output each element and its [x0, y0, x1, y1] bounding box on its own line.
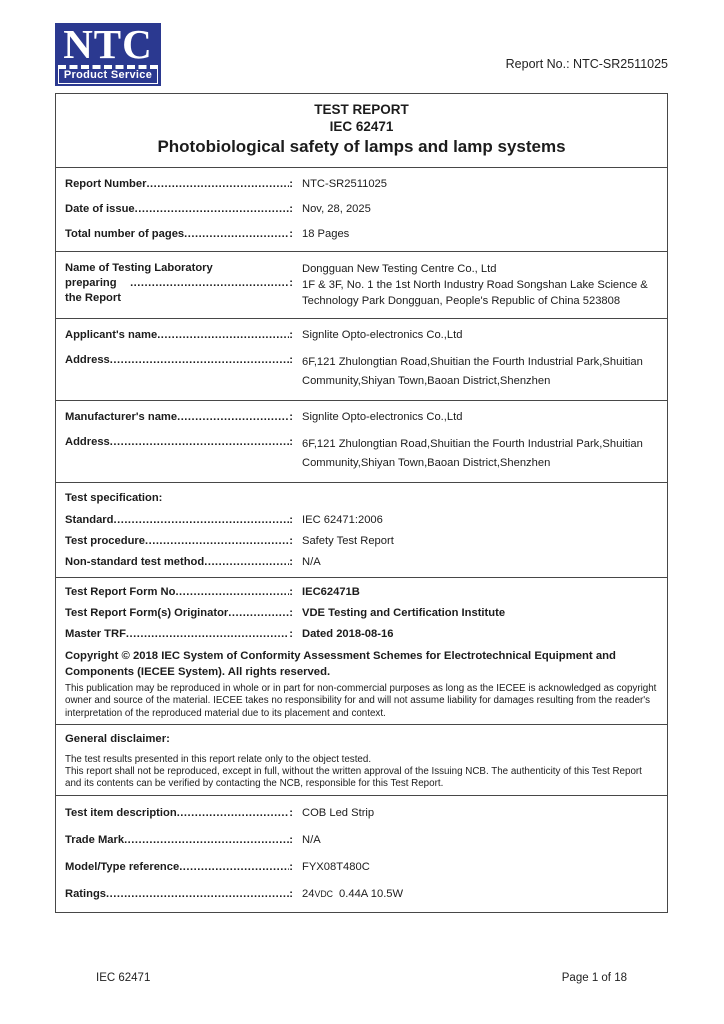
- label-applicant-name: Applicant's name: [65, 329, 158, 341]
- ratings-current-power: 0.44A 10.5W: [339, 887, 404, 900]
- value-total-pages: 18 Pages: [302, 228, 350, 240]
- dotted-leader: [110, 435, 289, 450]
- label-test-procedure: Test procedure: [65, 535, 145, 547]
- row-trf-no: [65, 582, 658, 603]
- test-spec-heading: Test specification:: [65, 492, 163, 504]
- row-date-of-issue: [65, 197, 658, 222]
- label-trade-mark: Trade Mark: [65, 833, 125, 846]
- dotted-leader: [124, 833, 289, 848]
- label-model-type: Model/Type reference: [65, 860, 180, 873]
- section-manufacturer: [56, 400, 667, 482]
- label-testing-lab-line2: preparing the Report: [65, 277, 121, 304]
- label-non-standard-method: Non-standard test method: [65, 556, 205, 568]
- row-test-procedure: [65, 531, 658, 552]
- section-applicant: [56, 318, 667, 400]
- dotted-leader: [177, 410, 289, 425]
- value-trf-originator: VDE Testing and Certification Institute: [302, 607, 506, 619]
- section-trf: [56, 577, 667, 724]
- value-standard: IEC 62471:2006: [302, 514, 383, 526]
- row-non-standard-method: [65, 552, 658, 573]
- ntc-logo-subtext: Product Service: [58, 65, 158, 84]
- dotted-leader: [126, 627, 289, 642]
- value-date-of-issue: Nov, 28, 2025: [302, 203, 371, 215]
- section-disclaimer: [56, 724, 667, 795]
- section-test-item: [56, 795, 667, 912]
- copyright-heading: Copyright © 2018 IEC System of Conformity Assessment Schemes for Electrotechnical Equipment and Components (IECEE System). All rights reserved.: [65, 650, 616, 678]
- row-ratings: [65, 881, 658, 908]
- label-trf-no: Test Report Form No: [65, 586, 176, 598]
- section-report-info: [56, 167, 667, 251]
- label-manufacturer-name: Manufacturer's name: [65, 411, 178, 423]
- page-footer: [55, 972, 668, 984]
- value-applicant-addr2: Community,Shiyan Town,Baoan District,Shenzhen: [302, 375, 551, 387]
- row-test-item-description: [65, 800, 658, 827]
- title-test-report: TEST REPORT: [314, 102, 409, 117]
- value-non-standard-method: N/A: [302, 556, 321, 568]
- disclaimer-line1: The test results presented in this report relate only to the object tested.: [65, 753, 372, 765]
- report-main-box: [55, 93, 668, 913]
- disclaimer-line2: This report shall not be reproduced, except in full, without the written approval of the Issuing NCB. The authenticity of this Test Report and its contents can be verified by contacting the NCB, responsible for this Test Report.: [65, 766, 642, 790]
- row-report-number: [65, 172, 658, 197]
- label-date-of-issue: Date of issue: [65, 203, 135, 215]
- row-total-pages: [65, 222, 658, 247]
- row-standard: [65, 510, 658, 531]
- label-manufacturer-address: Address: [65, 436, 110, 448]
- dotted-leader: [179, 860, 289, 875]
- label-total-pages: Total number of pages: [65, 228, 185, 240]
- value-testing-lab-addr2: Technology Park Dongguan, People's Republic of China 523808: [302, 295, 621, 307]
- row-model-type: [65, 854, 658, 881]
- dotted-leader: [177, 806, 290, 821]
- label-testing-lab-line1: Name of Testing Laboratory: [65, 262, 213, 274]
- disclaimer-heading: General disclaimer:: [65, 732, 170, 745]
- dotted-leader: [130, 276, 289, 306]
- dotted-leader: [204, 555, 289, 570]
- value-manufacturer-addr2: Community,Shiyan Town,Baoan District,Shenzhen: [302, 457, 551, 469]
- label-test-item-description: Test item description: [65, 806, 177, 819]
- label-report-number: Report Number: [65, 178, 147, 190]
- ntc-logo: [55, 23, 161, 86]
- value-manufacturer-name: Signlite Opto-electronics Co.,Ltd: [302, 411, 463, 423]
- footer-standard: IEC 62471: [96, 972, 151, 984]
- section-test-spec: [56, 482, 667, 577]
- label-master-trf: Master TRF: [65, 628, 126, 640]
- value-trade-mark: N/A: [302, 833, 321, 846]
- dotted-leader: [175, 585, 289, 600]
- dotted-leader: [135, 202, 290, 217]
- value-model-type: FYX08T480C: [302, 860, 370, 873]
- value-testing-lab-name: Dongguan New Testing Centre Co., Ltd: [302, 263, 497, 275]
- row-applicant-address: [65, 348, 658, 396]
- report-number-header: Report No.: NTC-SR2511025: [505, 57, 668, 71]
- copyright-text: This publication may be reproduced in whole or in part for non-commercial purposes as long as the IECEE is acknowledged as copyright owner and source of the material. IECEE takes no responsibility for and will not assume liability for damages resulting from the reader's interpretation of the reproduced material due to its placement and context.: [65, 683, 657, 719]
- dotted-leader: [184, 227, 289, 242]
- dotted-leader: [110, 353, 289, 368]
- dotted-leader: [157, 328, 289, 343]
- row-testing-lab: [65, 256, 658, 314]
- row-manufacturer-address: [65, 430, 658, 478]
- label-ratings: Ratings: [65, 887, 107, 900]
- value-report-number: NTC-SR2511025: [302, 178, 387, 190]
- title-main: Photobiological safety of lamps and lamp systems: [157, 137, 566, 156]
- label-standard: Standard: [65, 514, 114, 526]
- value-testing-lab-addr1: 1F & 3F, No. 1 the 1st North Industry Road Songshan Lake Science &: [302, 279, 648, 291]
- value-test-procedure: Safety Test Report: [302, 535, 394, 547]
- ratings-unit: VDC: [314, 888, 334, 899]
- page-header: [55, 23, 668, 86]
- dotted-leader: [146, 177, 289, 192]
- ntc-logo-text: NTC: [63, 21, 153, 67]
- label-applicant-address: Address: [65, 354, 110, 366]
- row-trade-mark: [65, 827, 658, 854]
- dotted-leader: [106, 887, 289, 902]
- value-ratings: [302, 887, 403, 902]
- footer-page-number: Page 1 of 18: [561, 972, 627, 984]
- value-applicant-addr1: 6F,121 Zhulongtian Road,Shuitian the Fourth Industrial Park,Shuitian: [302, 356, 643, 368]
- dotted-leader: [114, 513, 290, 528]
- value-test-item-description: COB Led Strip: [302, 806, 375, 819]
- row-trf-originator: [65, 603, 658, 624]
- row-master-trf: [65, 624, 658, 645]
- dotted-leader: [228, 606, 289, 621]
- value-manufacturer-addr1: 6F,121 Zhulongtian Road,Shuitian the Fourth Industrial Park,Shuitian: [302, 438, 643, 450]
- row-manufacturer-name: [65, 405, 658, 430]
- title-block: [56, 94, 667, 167]
- label-trf-originator: Test Report Form(s) Originator: [65, 607, 229, 619]
- ratings-voltage: 24: [302, 887, 315, 900]
- value-master-trf: Dated 2018-08-16: [302, 628, 394, 640]
- value-applicant-name: Signlite Opto-electronics Co.,Ltd: [302, 329, 463, 341]
- value-trf-no: IEC62471B: [302, 586, 360, 598]
- title-standard: IEC 62471: [329, 119, 394, 134]
- dotted-leader: [145, 534, 289, 549]
- section-testing-lab: [56, 251, 667, 318]
- row-applicant-name: [65, 323, 658, 348]
